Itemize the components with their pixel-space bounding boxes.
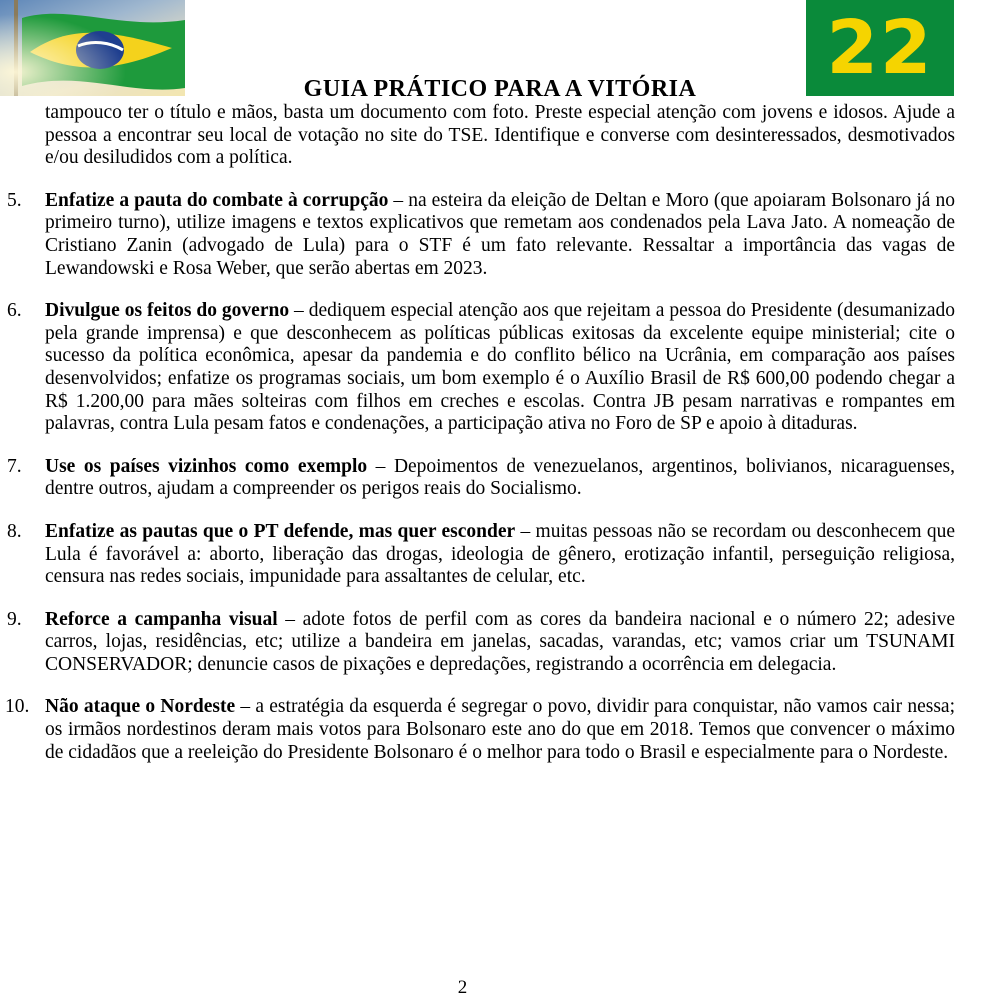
intro-paragraph: tampouco ter o título e mãos, basta um documento com foto. Preste especial atenção com jovens e idosos. Ajude a pessoa a encontrar seu local de votação no site do TSE. Identifique e converse com desinteressados, desmotivados e/ou desiludidos com a política. (45, 102, 955, 169)
item-paragraph (45, 300, 955, 436)
item-text: – muitas pessoas não se recordam ou desconhecem que Lula é favorável a: aborto, liberação das drogas, ideologia de gênero, erotização infantil, perseguição religiosa, censura nas redes sociais, impunidade para assaltantes de celular, etc. (45, 520, 955, 588)
item-number: 10. (5, 696, 30, 718)
document-title: GUIA PRÁTICO PARA A VITÓRIA (303, 76, 697, 102)
item-number: 6. (7, 300, 22, 322)
item-paragraph (45, 521, 955, 589)
list-item (7, 455, 955, 501)
item-heading: Divulgue os feitos do governo (45, 300, 290, 322)
list-item (7, 300, 956, 436)
item-paragraph (45, 696, 955, 764)
list-item (7, 189, 955, 280)
item-number: 9. (7, 608, 22, 630)
page-number: 2 (457, 977, 468, 998)
item-heading: Use os países vizinhos como exemplo (45, 455, 368, 477)
item-heading: Enfatize a pauta do combate à corrupção (45, 189, 389, 211)
badge-number: 22 (826, 5, 934, 91)
list-item (5, 696, 955, 764)
item-text: – a estratégia da esquerda é segregar o povo, dividir para conquistar, não vamos cair nessa; os irmãos nordestinos deram mais votos para Bolsonaro este ano do que em 2018. Temos que convencer o máximo de cidadãos que a reeleição do Presidente Bolsonaro é o melhor para todo o Brasil e especialmente para o Nordeste. (45, 696, 955, 763)
item-number: 7. (7, 455, 22, 477)
list-item (7, 520, 955, 589)
item-heading: Não ataque o Nordeste (45, 696, 236, 718)
document-body (5, 102, 956, 784)
item-number: 5. (7, 189, 22, 211)
item-text: – dediquem especial atenção aos que rejeitam a pessoa do Presidente (desumanizado pela grande imprensa) e que desconhecem as políticas públicas exitosas da excelente equipe ministerial; cite o sucesso da política econômica, apesar da pandemia e do conflito bélico na Ucrânia, em comparação aos países desenvolvidos; enfatize os programas sociais, um bom exemplo é o Auxílio Brasil de R$ 600,00 podendo chegar a R$ 1.200,00 para mães solteiras com filhos em creches e escolas. Contra JB pesam narrativas e rompantes em palavras, contra Lula pesam fatos e condenações, a participação ativa no Foro de SP e apoio à ditaduras. (45, 300, 956, 435)
item-text: – adote fotos de perfil com as cores da bandeira nacional e o número 22; adesive carros, lojas, residências, etc; utilize a bandeira em janelas, sacadas, varandas, etc; vamos criar um TSUNAMI CONSERVADOR; denuncie casos de pixações e depredações, registrando a ocorrência em delegacia. (45, 608, 956, 675)
item-paragraph (45, 190, 955, 280)
item-number: 8. (7, 520, 22, 542)
item-paragraph (45, 456, 955, 501)
tips-list (5, 189, 956, 764)
list-item (7, 608, 956, 677)
item-text: – Depoimentos de venezuelanos, argentinos, bolivianos, nicaraguenses, dentre outros, ajudam a compreender os perigos reais do Socialismo. (45, 455, 955, 500)
item-paragraph (45, 609, 955, 677)
item-heading: Reforce a campanha visual (45, 608, 278, 630)
item-text: – na esteira da eleição de Deltan e Moro (que apoiaram Bolsonaro já no primeiro turno), utilize imagens e textos explicativos que remetam aos condenados pela Lava Jato. A nomeação de Cristiano Zanin (advogado de Lula) para o STF é um fato relevante. Ressaltar a importância das vagas de Lewandowski e Rosa Weber, que serão abertas em 2023. (45, 189, 955, 279)
item-heading: Enfatize as pautas que o PT defende, mas quer esconder (45, 520, 516, 542)
